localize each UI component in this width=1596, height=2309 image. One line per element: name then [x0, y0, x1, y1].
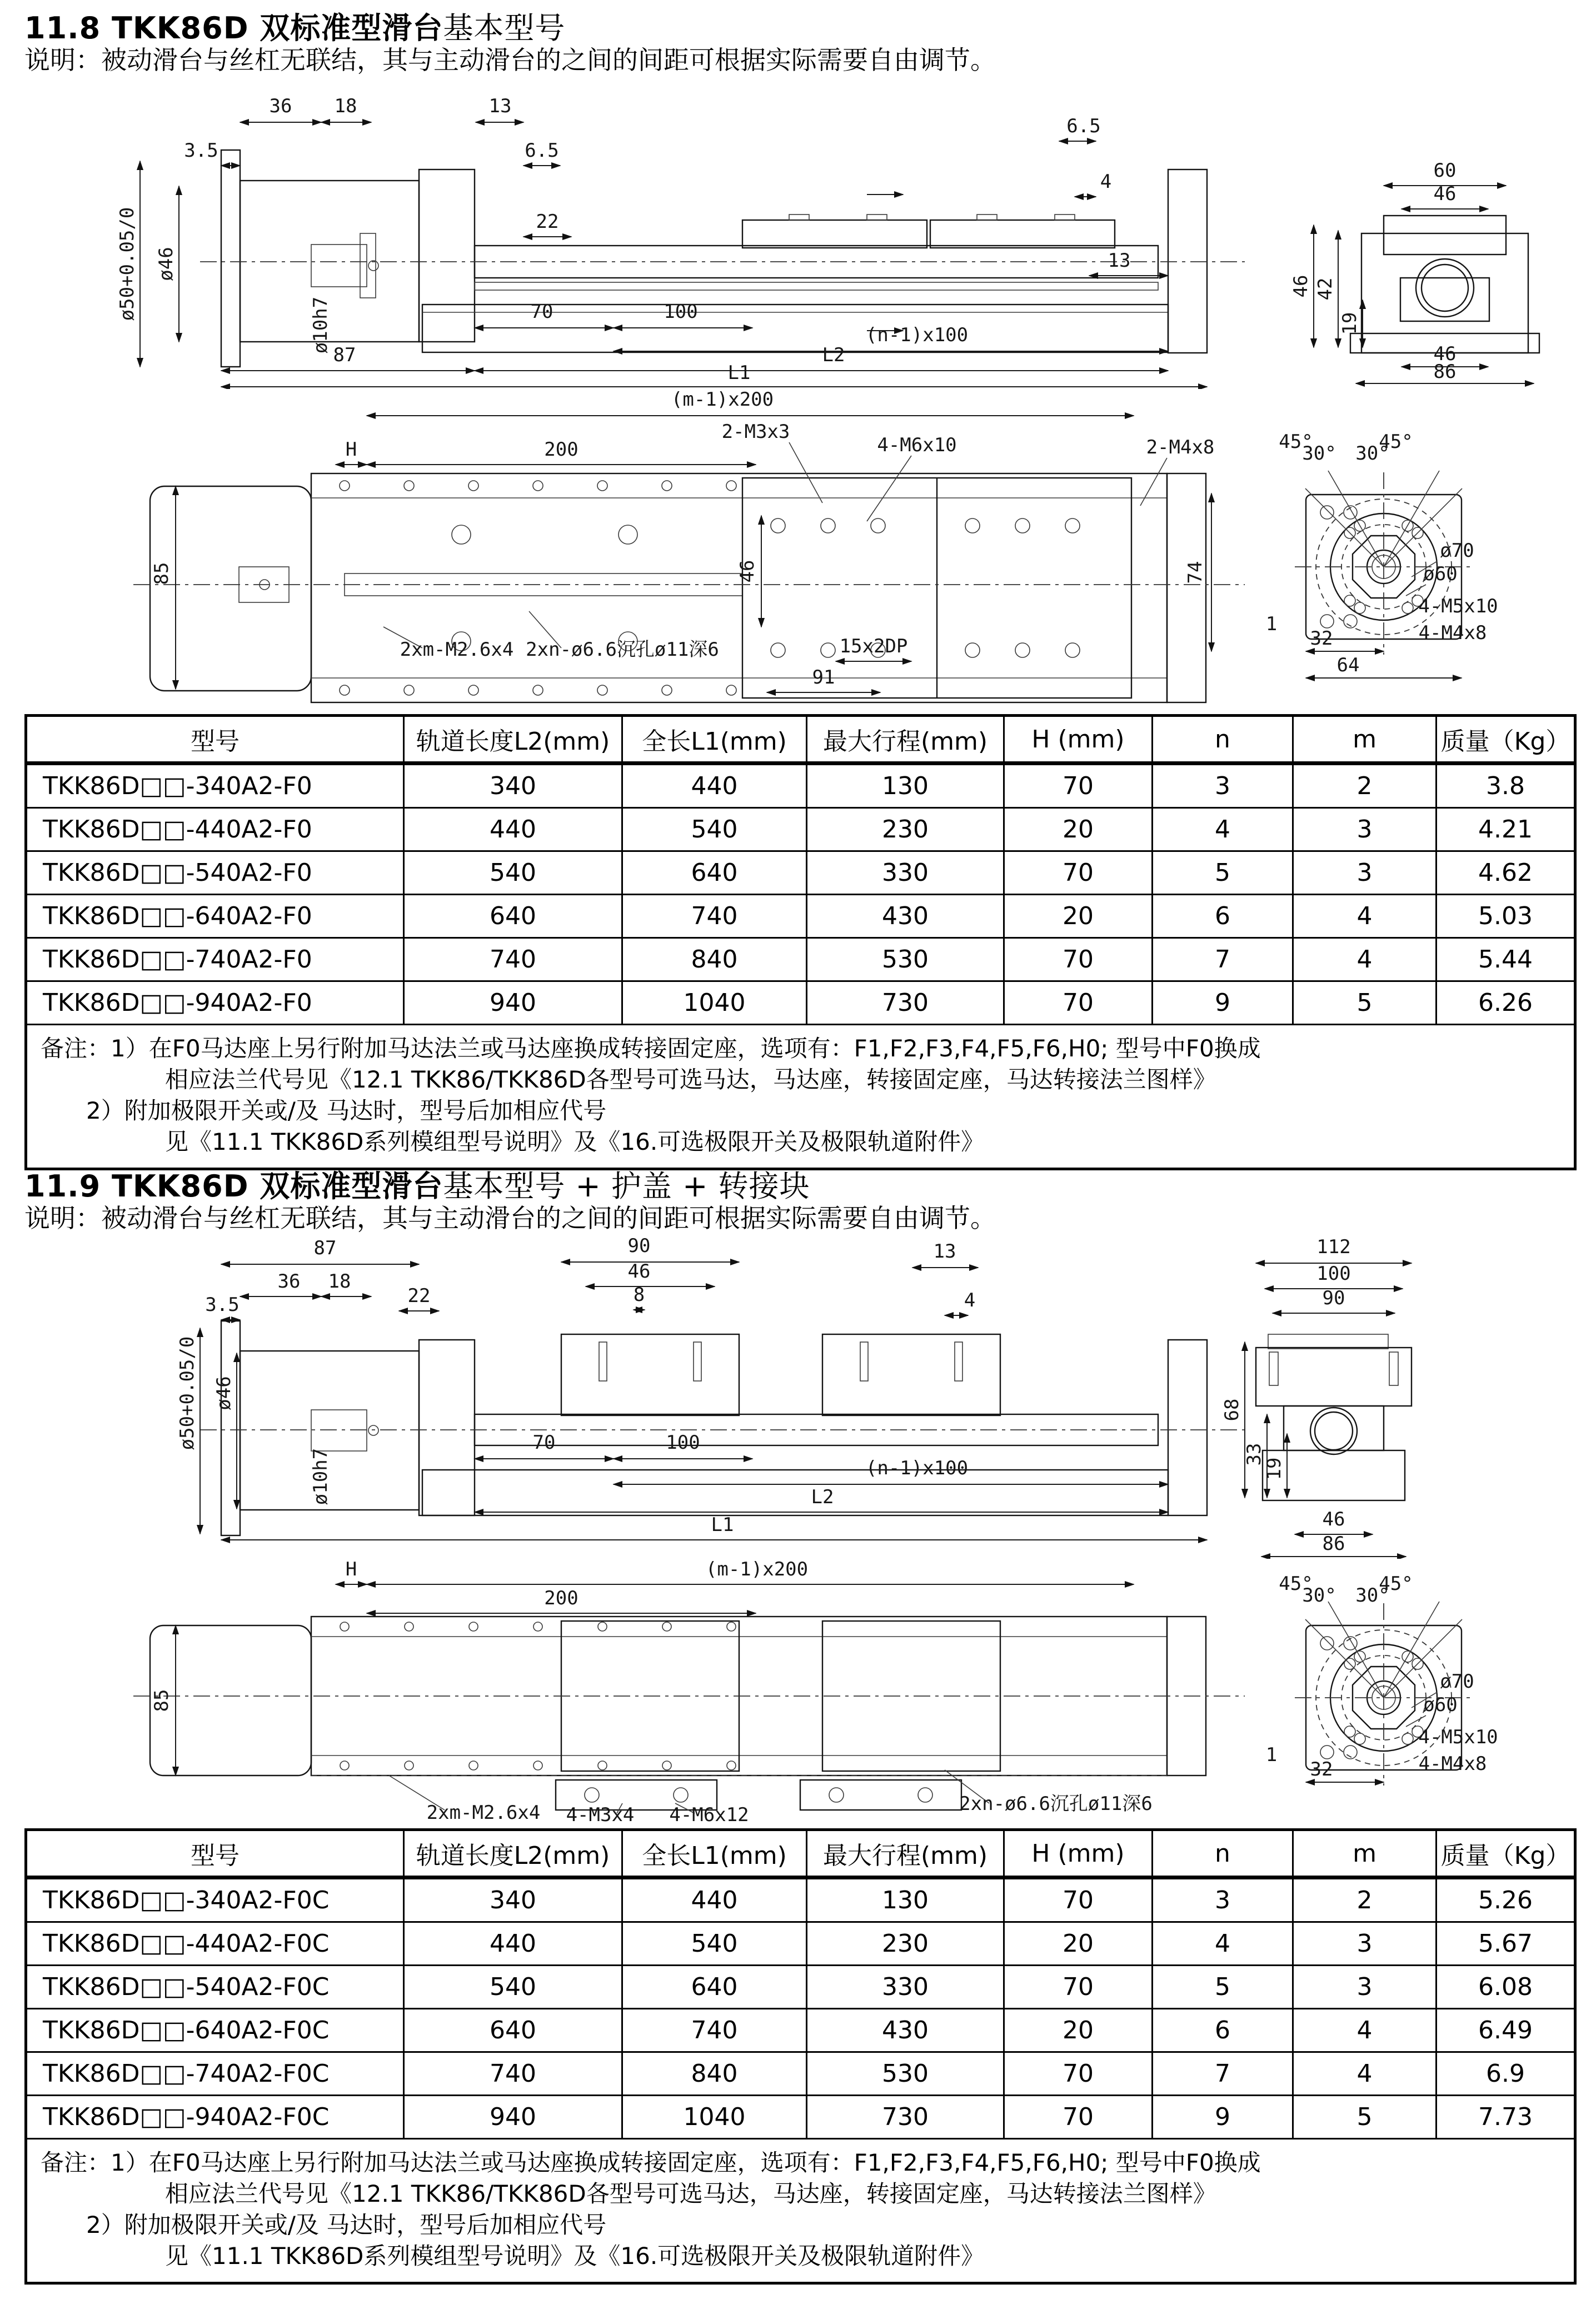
dim-label: ø70: [1440, 540, 1474, 562]
base-rail: [422, 1470, 1168, 1515]
value-cell: 4: [1153, 808, 1293, 851]
value-cell: 5.67: [1437, 1922, 1575, 1966]
value-cell: 540: [404, 851, 622, 895]
bearing-block: [419, 169, 475, 342]
table-row: [26, 2009, 1575, 2052]
value-cell: 7.73: [1437, 2096, 1575, 2139]
rail-plan: [311, 473, 1167, 702]
value-cell: 5: [1293, 981, 1437, 1025]
dim-label: 1: [1265, 613, 1278, 635]
column-header: 最大行程(mm): [807, 1830, 1004, 1878]
dim-label: 4-M3x4: [566, 1804, 635, 1826]
dim-label: 200: [544, 438, 578, 461]
dim-label: 36: [277, 1270, 301, 1293]
value-cell: 330: [807, 1966, 1004, 2009]
spec-table-119: [24, 1828, 1577, 2285]
dim-label: 13: [1108, 250, 1131, 272]
dim-label: 46: [627, 1260, 651, 1283]
value-cell: 330: [807, 851, 1004, 895]
model-cell: TKK86D□□-940A2-F0C: [26, 2096, 404, 2139]
motor-block-plan: [150, 1625, 311, 1776]
dim-labels: [116, 95, 1456, 384]
dim-label: 2xm-M2.6x4: [426, 1802, 541, 1824]
dim-label: L1: [711, 1514, 734, 1536]
dim-label: 85: [151, 562, 173, 585]
shaft-screw-head: [368, 1425, 378, 1435]
column-header: n: [1153, 1830, 1293, 1878]
value-cell: 3: [1293, 808, 1437, 851]
value-cell: 20: [1004, 895, 1153, 938]
notes-row: [26, 2139, 1575, 2283]
dim-label: 4-M5x10: [1418, 1726, 1498, 1748]
value-cell: 430: [807, 895, 1004, 938]
dim-label: H: [345, 1559, 357, 1580]
cover-screw: [955, 1342, 962, 1381]
dim-label: 8: [633, 1284, 645, 1306]
plan-view-dimension-lines: [176, 1584, 1134, 1813]
dim-label: 4-M4x8: [1418, 1753, 1487, 1775]
cover-screw: [599, 1342, 607, 1381]
column-header: H (mm): [1004, 716, 1153, 764]
dim-label: H: [345, 438, 357, 461]
value-cell: 20: [1004, 1922, 1153, 1966]
carriage-notch: [789, 215, 809, 220]
dim-label: 200: [544, 1587, 578, 1609]
value-cell: 440: [404, 808, 622, 851]
value-cell: 3: [1153, 764, 1293, 808]
value-cell: 5.03: [1437, 895, 1575, 938]
dim-label: 90: [1322, 1287, 1345, 1309]
end-section-view: [1314, 186, 1539, 383]
dim-label: 1: [1265, 1744, 1278, 1766]
value-cell: 540: [622, 808, 807, 851]
value-cell: 940: [404, 981, 622, 1025]
dim-label: 3.5: [184, 139, 218, 162]
value-cell: 5: [1153, 1966, 1293, 2009]
coupling: [311, 245, 367, 287]
end-view-screw: [1422, 265, 1468, 311]
value-cell: 70: [1004, 938, 1153, 981]
value-cell: 3: [1293, 851, 1437, 895]
value-cell: 540: [404, 1966, 622, 2009]
value-cell: 840: [622, 2052, 807, 2096]
heading-rest: 基本型号 + 护盖 + 转接块: [443, 1169, 810, 1204]
value-cell: 230: [807, 1922, 1004, 1966]
value-cell: 740: [404, 2052, 622, 2096]
dim-label: 87: [313, 1237, 337, 1259]
end-plate: [1168, 1340, 1207, 1515]
dim-label: 6.5: [1066, 115, 1101, 137]
end-cap-plan: [1167, 473, 1206, 702]
value-cell: 430: [807, 2009, 1004, 2052]
dim-label: 4-M4x8: [1418, 622, 1487, 644]
dim-label: 22: [536, 211, 559, 233]
side-view-dimension-lines: [200, 1262, 1207, 1540]
carriage-2: [930, 220, 1115, 248]
table-row: [26, 764, 1575, 808]
value-cell: 2: [1293, 764, 1437, 808]
carriage-notch: [1055, 215, 1075, 220]
dim-label: 3.5: [205, 1294, 240, 1316]
dim-label: 46: [1433, 183, 1457, 205]
dim-label: 60: [1433, 159, 1457, 182]
value-cell: 540: [622, 1922, 807, 1966]
column-header: 全长L1(mm): [622, 1830, 807, 1878]
dim-label: 32: [1310, 627, 1333, 650]
dim-label: 2xn-ø6.6沉孔ø11深6: [959, 1793, 1153, 1815]
value-cell: 4: [1293, 2052, 1437, 2096]
dim-label: 4: [964, 1289, 976, 1311]
cover-cap-section: [1268, 1334, 1388, 1349]
column-header: 轨道长度L2(mm): [404, 1830, 622, 1878]
end-view-screw-bore: [1416, 259, 1474, 317]
dim-label: 13: [488, 95, 512, 117]
note-line: 见《11.1 TKK86D系列模组型号说明》及《16.可选极限开关及极限轨道附件》: [165, 2242, 985, 2270]
value-cell: 730: [807, 2096, 1004, 2139]
column-header: m: [1293, 1830, 1437, 1878]
dim-label: 86: [1433, 361, 1457, 383]
end-view-top-slab: [1256, 1348, 1412, 1406]
model-cell: TKK86D□□-340A2-F0C: [26, 1878, 404, 1922]
coupling: [311, 1410, 367, 1451]
value-cell: 3.8: [1437, 764, 1575, 808]
dim-label: ø60: [1423, 1694, 1458, 1716]
table-row: [26, 938, 1575, 981]
model-cell: TKK86D□□-640A2-F0: [26, 895, 404, 938]
dim-label: 2-M4x8: [1146, 436, 1215, 458]
value-cell: 9: [1153, 981, 1293, 1025]
value-cell: 9: [1153, 2096, 1293, 2139]
section-description-11-8: 说明：被动滑台与丝杠无联结，其与主动滑台的之间的间距可根据实际需要自由调节。: [24, 45, 996, 75]
value-cell: 70: [1004, 2052, 1153, 2096]
value-cell: 640: [404, 895, 622, 938]
plan-view-geometry: [133, 1617, 1245, 1810]
value-cell: 640: [404, 2009, 622, 2052]
model-cell: TKK86D□□-440A2-F0C: [26, 1922, 404, 1966]
value-cell: 3: [1153, 1878, 1293, 1922]
dim-label: 74: [1184, 561, 1206, 584]
value-cell: 4: [1293, 895, 1437, 938]
value-cell: 940: [404, 2096, 622, 2139]
plan-view-geometry: [133, 473, 1245, 702]
dim-label: 13: [933, 1240, 956, 1263]
drawing-119-plan-view: [0, 1559, 1596, 1828]
table-row: [26, 895, 1575, 938]
dim-label: 6.5: [525, 139, 559, 162]
end-view-slider: [1384, 216, 1506, 255]
note-line: 2）附加极限开关或/及 马达时，型号后加相应代号: [86, 2211, 607, 2238]
bearing-block: [419, 1340, 475, 1515]
motor-flange-plate: [221, 150, 240, 367]
dim-label: (n-1)x100: [865, 1457, 969, 1479]
column-header: 型号: [26, 716, 404, 764]
value-cell: 3: [1293, 1966, 1437, 2009]
dim-label: 70: [530, 301, 553, 323]
table-row: [26, 1966, 1575, 2009]
column-header: H (mm): [1004, 1830, 1153, 1878]
value-cell: 440: [622, 1878, 807, 1922]
value-cell: 4: [1153, 1922, 1293, 1966]
value-cell: 1040: [622, 2096, 807, 2139]
dim-label: (m-1)x200: [671, 389, 774, 411]
side-view-geometry: [200, 1321, 1245, 1535]
value-cell: 4: [1293, 938, 1437, 981]
dim-labels: [176, 1235, 1351, 1555]
dim-label: 100: [664, 301, 698, 323]
dim-label: ø50+0.05/0: [176, 1336, 198, 1450]
value-cell: 440: [404, 1922, 622, 1966]
value-cell: 740: [404, 938, 622, 981]
note-line: 备注：1）在F0马达座上另行附加马达法兰或马达座换成转接固定座，选项有：F1,F2,F3,F4,F5,F6,H0; 型号中F0换成: [41, 2149, 1261, 2176]
notes-cell: [26, 2139, 1575, 2283]
dim-labels: [151, 1559, 1498, 1826]
dim-label: 45°: [1279, 431, 1313, 453]
value-cell: 840: [622, 938, 807, 981]
motor-block-plan: [150, 486, 311, 691]
value-cell: 5: [1293, 2096, 1437, 2139]
dim-label: 45°: [1279, 1573, 1313, 1595]
section-description-11-9: 说明：被动滑台与丝杠无联结，其与主动滑台的之间的间距可根据实际需要自由调节。: [24, 1203, 996, 1233]
side-view-geometry: [200, 150, 1245, 367]
value-cell: 230: [807, 808, 1004, 851]
column-header: 型号: [26, 1830, 404, 1878]
dim-label: ø10h7: [310, 296, 332, 354]
dim-label: 19: [1339, 312, 1361, 335]
guide-rail: [475, 282, 1158, 290]
notes-row: [26, 1025, 1575, 1169]
table-row: [26, 1922, 1575, 1966]
dim-label: 2xm-M2.6x4: [400, 639, 514, 661]
value-cell: 730: [807, 981, 1004, 1025]
value-cell: 740: [622, 895, 807, 938]
adapter-block-2: [800, 1780, 961, 1810]
model-cell: TKK86D□□-740A2-F0: [26, 938, 404, 981]
dim-label: 30°: [1355, 1584, 1390, 1607]
dim-label: (m-1)x200: [705, 1559, 809, 1580]
value-cell: 70: [1004, 1966, 1153, 2009]
dim-label: 46: [1433, 343, 1457, 365]
dim-label: 87: [333, 344, 356, 366]
value-cell: 640: [622, 851, 807, 895]
carriage-notch: [867, 215, 887, 220]
value-cell: 130: [807, 1878, 1004, 1922]
dim-label: 46: [1290, 275, 1312, 298]
value-cell: 2: [1293, 1878, 1437, 1922]
dim-label: 68: [1221, 1398, 1243, 1422]
dim-label: ø70: [1440, 1670, 1474, 1693]
value-cell: 4.62: [1437, 851, 1575, 895]
value-cell: 440: [622, 764, 807, 808]
dim-label: 30°: [1355, 442, 1390, 465]
note-line: 见《11.1 TKK86D系列模组型号说明》及《16.可选极限开关及极限轨道附件》: [165, 1128, 985, 1155]
dim-label: 4-M6x10: [877, 434, 957, 456]
table-header-row: [26, 1830, 1575, 1878]
table-header-row: [26, 716, 1575, 764]
value-cell: 4: [1293, 2009, 1437, 2052]
counterbore-hole: [452, 525, 471, 544]
cover-2: [822, 1334, 1000, 1415]
end-plate: [1168, 169, 1207, 353]
value-cell: 70: [1004, 2096, 1153, 2139]
end-view-screw-bore: [1310, 1408, 1357, 1454]
table-row: [26, 2096, 1575, 2139]
model-cell: TKK86D□□-440A2-F0: [26, 808, 404, 851]
dim-label: 45°: [1379, 1573, 1413, 1595]
value-cell: 130: [807, 764, 1004, 808]
dim-label: ø50+0.05/0: [116, 207, 138, 321]
value-cell: 7: [1153, 2052, 1293, 2096]
dim-label: 100: [666, 1432, 700, 1454]
dim-label: 70: [532, 1432, 556, 1454]
dim-label: 4: [1100, 171, 1112, 193]
value-cell: 5: [1153, 851, 1293, 895]
coupling-washer: [360, 233, 376, 298]
note-line: 相应法兰代号见《12.1 TKK86/TKK86D各型号可选马达，马达座，转接固定座，马达转接法兰图样》: [165, 2180, 1216, 2207]
value-cell: 6.08: [1437, 1966, 1575, 2009]
dim-label: 2xn-ø6.6沉孔ø11深6: [526, 639, 719, 661]
dim-label: 19: [1263, 1457, 1285, 1480]
model-cell: TKK86D□□-340A2-F0: [26, 764, 404, 808]
drawing-119-side-view: [0, 1231, 1596, 1559]
note-line: 相应法兰代号见《12.1 TKK86/TKK86D各型号可选马达，马达座，转接固定座，马达转接法兰图样》: [165, 1066, 1216, 1093]
column-header: 最大行程(mm): [807, 716, 1004, 764]
dim-label: 45°: [1379, 431, 1413, 453]
table-row: [26, 1878, 1575, 1922]
value-cell: 340: [404, 764, 622, 808]
dim-label: (n-1)x100: [865, 324, 969, 346]
value-cell: 6.49: [1437, 2009, 1575, 2052]
dim-label: 18: [334, 95, 357, 117]
value-cell: 20: [1004, 2009, 1153, 2052]
dim-label: L2: [822, 344, 845, 366]
dim-label: 112: [1316, 1236, 1351, 1258]
value-cell: 4.21: [1437, 808, 1575, 851]
value-cell: 70: [1004, 764, 1153, 808]
dim-label: 32: [1310, 1758, 1333, 1781]
carriage-1: [742, 220, 927, 248]
dim-label: 100: [1316, 1263, 1351, 1285]
value-cell: 5.26: [1437, 1878, 1575, 1922]
notes-cell: [26, 1025, 1575, 1169]
dim-label: 42: [1314, 277, 1336, 301]
dim-label: 46: [1322, 1508, 1345, 1530]
model-cell: TKK86D□□-540A2-F0C: [26, 1966, 404, 2009]
value-cell: 1040: [622, 981, 807, 1025]
table-row: [26, 808, 1575, 851]
model-cell: TKK86D□□-740A2-F0C: [26, 2052, 404, 2096]
value-cell: 530: [807, 2052, 1004, 2096]
table-row: [26, 981, 1575, 1025]
value-cell: 6.26: [1437, 981, 1575, 1025]
note-line: 2）附加极限开关或/及 马达时，型号后加相应代号: [86, 1097, 607, 1124]
dim-label: 90: [627, 1235, 651, 1257]
value-cell: 5.44: [1437, 938, 1575, 981]
counterbore-hole: [619, 525, 637, 544]
heading-strong: 11.9 TKK86D 双标准型滑台: [24, 1169, 443, 1204]
dim-label: 64: [1336, 654, 1360, 676]
dim-label: 33: [1243, 1443, 1265, 1466]
dim-label: 46: [736, 560, 759, 583]
drawing-118-side-view: [0, 67, 1596, 389]
model-cell: TKK86D□□-540A2-F0: [26, 851, 404, 895]
heading-rest: 基本型号: [443, 11, 566, 46]
dim-label: L2: [811, 1486, 834, 1508]
model-cell: TKK86D□□-640A2-F0C: [26, 2009, 404, 2052]
column-header: 质量（Kg）: [1437, 1830, 1575, 1878]
column-header: n: [1153, 716, 1293, 764]
column-header: 质量（Kg）: [1437, 716, 1575, 764]
cover-screw: [860, 1342, 868, 1381]
end-view-screw: [1315, 1412, 1353, 1450]
value-cell: 640: [622, 1966, 807, 2009]
dim-label: 2-M3x3: [721, 421, 790, 443]
value-cell: 530: [807, 938, 1004, 981]
heading-strong: 11.8 TKK86D 双标准型滑台: [24, 11, 443, 46]
dim-label: L1: [727, 362, 751, 384]
side-view-dimension-lines: [140, 122, 1207, 387]
column-header: m: [1293, 716, 1437, 764]
value-cell: 6: [1153, 895, 1293, 938]
cover-1: [561, 1334, 739, 1415]
dim-label: ø46: [213, 1376, 235, 1410]
column-header: 全长L1(mm): [622, 716, 807, 764]
dim-label: 91: [812, 666, 835, 689]
spec-table-118: [24, 714, 1577, 1170]
dim-label: 22: [407, 1285, 431, 1307]
value-cell: 740: [622, 2009, 807, 2052]
dim-label: 30°: [1302, 1584, 1336, 1607]
dim-label: 15x2DP: [839, 635, 908, 657]
column-header: 轨道长度L2(mm): [404, 716, 622, 764]
value-cell: 3: [1293, 1922, 1437, 1966]
value-cell: 70: [1004, 1878, 1153, 1922]
value-cell: 7: [1153, 938, 1293, 981]
dim-label: 18: [328, 1270, 351, 1293]
dim-label: ø46: [155, 247, 177, 281]
dim-label: ø10h7: [310, 1448, 332, 1505]
value-cell: 6.9: [1437, 2052, 1575, 2096]
model-cell: TKK86D□□-940A2-F0: [26, 981, 404, 1025]
value-cell: 20: [1004, 808, 1153, 851]
dim-label: ø60: [1423, 563, 1458, 585]
dim-label: 4-M5x10: [1418, 595, 1498, 617]
value-cell: 340: [404, 1878, 622, 1922]
dim-label: 85: [151, 1689, 173, 1712]
value-cell: 6: [1153, 2009, 1293, 2052]
end-view-body: [1361, 233, 1528, 353]
value-cell: 70: [1004, 981, 1153, 1025]
dim-label: 36: [269, 95, 292, 117]
dim-label: 4-M6x12: [669, 1804, 749, 1826]
table-row: [26, 851, 1575, 895]
value-cell: 70: [1004, 851, 1153, 895]
end-view-cavity: [1400, 278, 1489, 321]
dim-label: 30°: [1302, 442, 1336, 465]
table-row: [26, 2052, 1575, 2096]
dim-label: 86: [1322, 1533, 1345, 1555]
drawing-118-plan-view: [0, 389, 1596, 714]
note-line: 备注：1）在F0马达座上另行附加马达法兰或马达座换成转接固定座，选项有：F1,F2,F3,F4,F5,F6,H0; 型号中F0换成: [41, 1035, 1261, 1062]
cover-screw: [694, 1342, 701, 1381]
carriage-notch: [977, 215, 997, 220]
